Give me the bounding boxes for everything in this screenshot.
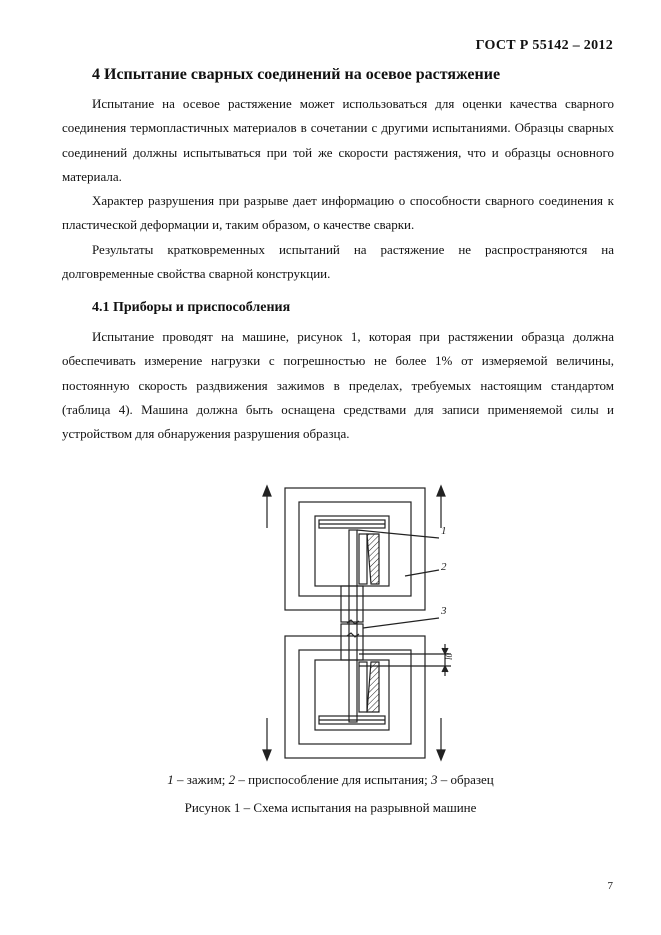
legend-number: 2 — [228, 772, 236, 787]
figure-test-scheme — [255, 478, 455, 768]
subsection-body — [62, 325, 614, 446]
section-body — [62, 92, 614, 286]
document-header: ГОСТ Р 55142 – 2012 — [475, 38, 613, 53]
label-l0: l0 — [444, 652, 454, 660]
specimen — [349, 530, 357, 722]
figure-caption: Рисунок 1 – Схема испытания на разрывной машине — [184, 800, 477, 815]
legend-number: 3 — [431, 772, 438, 787]
tensile-machine-diagram — [255, 478, 455, 768]
legend-text: – образец — [437, 772, 494, 787]
legend-text: – зажим; — [173, 772, 229, 787]
section-title: 4 Испытание сварных соединений на осевое растяжение — [92, 66, 501, 83]
upper-frame-outer — [285, 488, 425, 610]
paragraph: Результаты кратковременных испытаний на растяжение не распространяются на долговременные свойства сварной конструкции. — [62, 241, 614, 282]
paragraph: Испытание проводят на машине, рисунок 1, которая при растяжении образца должна обеспечивать измерение нагрузки с погрешностью не более 1% от измеряемой величины, постоянную скорость раздвижения зажимов в пределах, требуемых настоящим стандартом (таблица 4). Машина должна быть оснащена средствами для записи применяемой силы и устройством для обнаружения разрушения образца. — [62, 329, 614, 442]
upper-neck — [341, 586, 363, 622]
page-number: 7 — [607, 880, 613, 892]
label-2: 2 — [441, 561, 447, 573]
lower-wedge — [367, 662, 379, 712]
label-3: 3 — [441, 605, 447, 617]
figure-legend — [0, 772, 661, 788]
paragraph: Испытание на осевое растяжение может использоваться для оценки качества сварного соединения термопластичных материалов в сочетании с другими испытаниями. Образцы сварных соединений должны испытываться при той же скорости растяжения, что и образцы основного материала. — [62, 96, 614, 184]
subsection-title: 4.1 Приборы и приспособления — [92, 300, 291, 315]
legend-text: – приспособление для испытания; — [235, 772, 432, 787]
upper-wedge — [367, 534, 379, 584]
label-1: 1 — [441, 525, 447, 537]
paragraph: Характер разрушения при разрыве дает информацию о способности сварного соединения к пластической деформации и, таким образом, о качестве сварки. — [62, 193, 614, 233]
legend-number: 1 — [167, 772, 174, 787]
